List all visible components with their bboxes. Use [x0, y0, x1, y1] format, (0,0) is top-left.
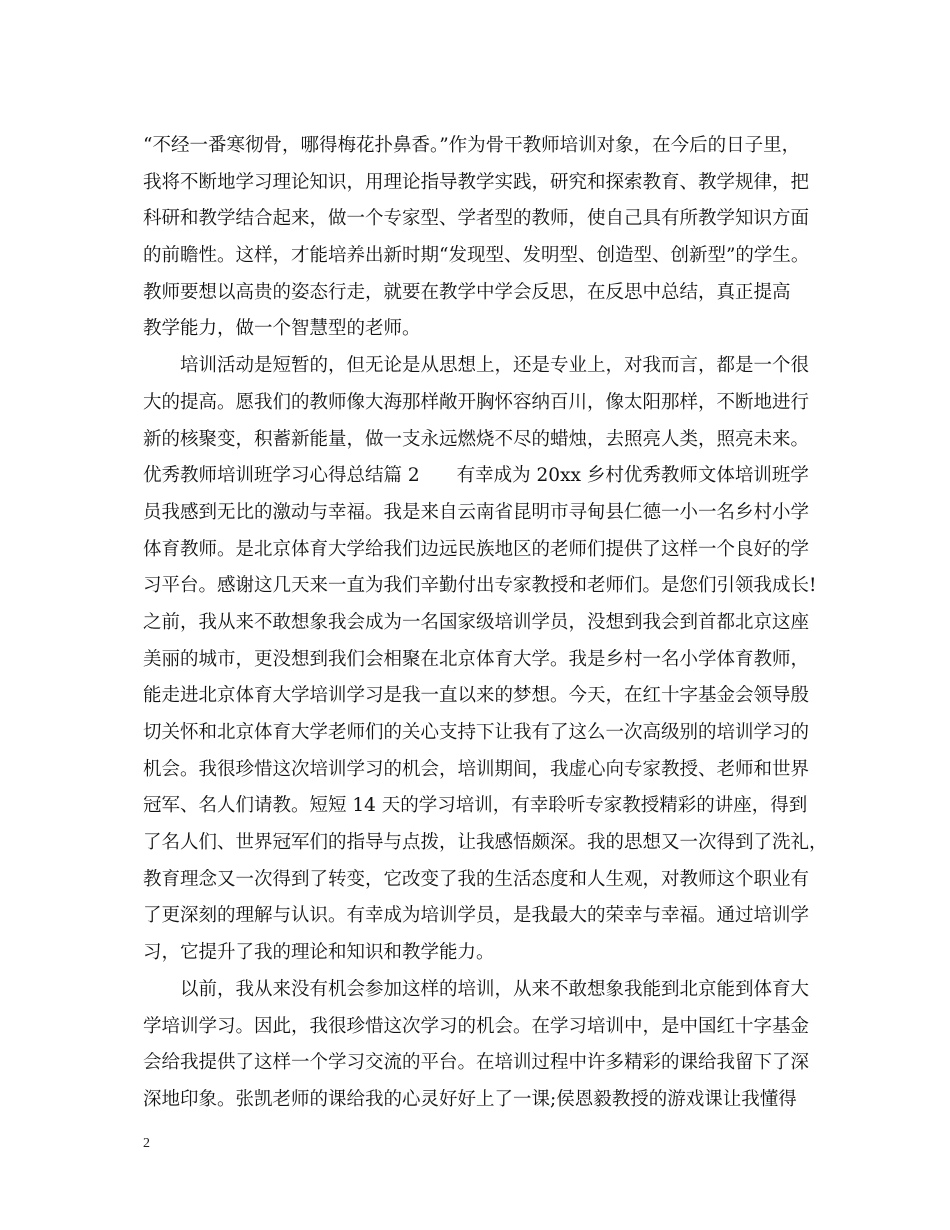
text-line: 我将不断地学习理论知识，用理论指导教学实践，研究和探索教育、教学规律，把	[143, 171, 810, 193]
text-line: 能走进北京体育大学培训学习是我一直以来的梦想。今天，在红十字基金会领导殷	[143, 685, 810, 707]
text-line: 新的核聚变，积蓄新能量，做一支永远燃烧不尽的蜡烛，去照亮人类，照亮未来。	[143, 428, 810, 450]
page-number: 2	[143, 1136, 150, 1151]
text-line: 科研和教学结合起来，做一个专家型、学者型的教师，使自己具有所教学知识方面	[143, 208, 810, 230]
text-line: 体育教师。是北京体育大学给我们边远民族地区的老师们提供了这样一个良好的学	[143, 538, 810, 560]
text-line: 学培训学习。因此，我很珍惜这次学习的机会。在学习培训中，是中国红十字基金	[143, 1015, 810, 1037]
text-line: 教育理念又一次得到了转变，它改变了我的生活态度和人生观，对教师这个职业有	[143, 868, 810, 890]
text-line: 机会。我很珍惜这次培训学习的机会，培训期间，我虚心向专家教授、老师和世界	[143, 758, 810, 780]
text-line: 的前瞻性。这样，才能培养出新时期“发现型、发明型、创造型、创新型”的学生。	[143, 245, 810, 267]
text-line: 教师要想以高贵的姿态行走，就要在教学中学会反思，在反思中总结，真正提高	[143, 281, 791, 303]
text-line: 美丽的城市，更没想到我们会相聚在北京体育大学。我是乡村一名小学体育教师，	[143, 648, 810, 670]
text-line: 习，它提升了我的理论和知识和教学能力。	[143, 942, 495, 964]
text-line: 了名人们、世界冠军们的指导与点拨，让我感悟颇深。我的思想又一次得到了洗礼，	[143, 832, 828, 854]
text-line: 以前，我从来没有机会参加这样的培训，从来不敢想象我能到北京能到体育大	[143, 978, 810, 1000]
text-line: 冠军、名人们请教。短短 14 天的学习培训，有幸聆听专家教授精彩的讲座，得到	[143, 795, 808, 817]
text-line: 员我感到无比的激动与幸福。我是来自云南省昆明市寻甸县仁德一小一名乡村小学	[143, 501, 810, 523]
section-heading-line: 优秀教师培训班学习心得总结篇 2 有幸成为 20xx 乡村优秀教师文体培训班学	[143, 465, 809, 487]
text-line: 习平台。感谢这几天来一直为我们辛勤付出专家教授和老师们。是您们引领我成长!	[143, 575, 817, 597]
text-line: 会给我提供了这样一个学习交流的平台。在培训过程中许多精彩的课给我留下了深	[143, 1052, 810, 1074]
text-line: 之前，我从来不敢想象我会成为一名国家级培训学员，没想到我会到首都北京这座	[143, 611, 810, 633]
text-line: 大的提高。愿我们的教师像大海那样敞开胸怀容纳百川，像太阳那样，不断地进行	[143, 391, 810, 413]
text-line: 切关怀和北京体育大学老师们的关心支持下让我有了这么一次高级别的培训学习的	[143, 722, 810, 743]
text-line: 教学能力，做一个智慧型的老师。	[143, 318, 421, 340]
text-line: 培训活动是短暂的，但无论是从思想上，还是专业上，对我而言，都是一个很	[143, 355, 810, 377]
text-line: 深地印象。张凯老师的课给我的心灵好好上了一课;侯恩毅教授的游戏课让我懂得	[143, 1088, 797, 1110]
body-text	[143, 128, 843, 1119]
text-line: 了更深刻的理解与认识。有幸成为培训学员，是我最大的荣幸与幸福。通过培训学	[143, 905, 810, 927]
text-line: “不经一番寒彻骨，哪得梅花扑鼻香。”作为骨干教师培训对象，在今后的日子里，	[143, 135, 801, 156]
